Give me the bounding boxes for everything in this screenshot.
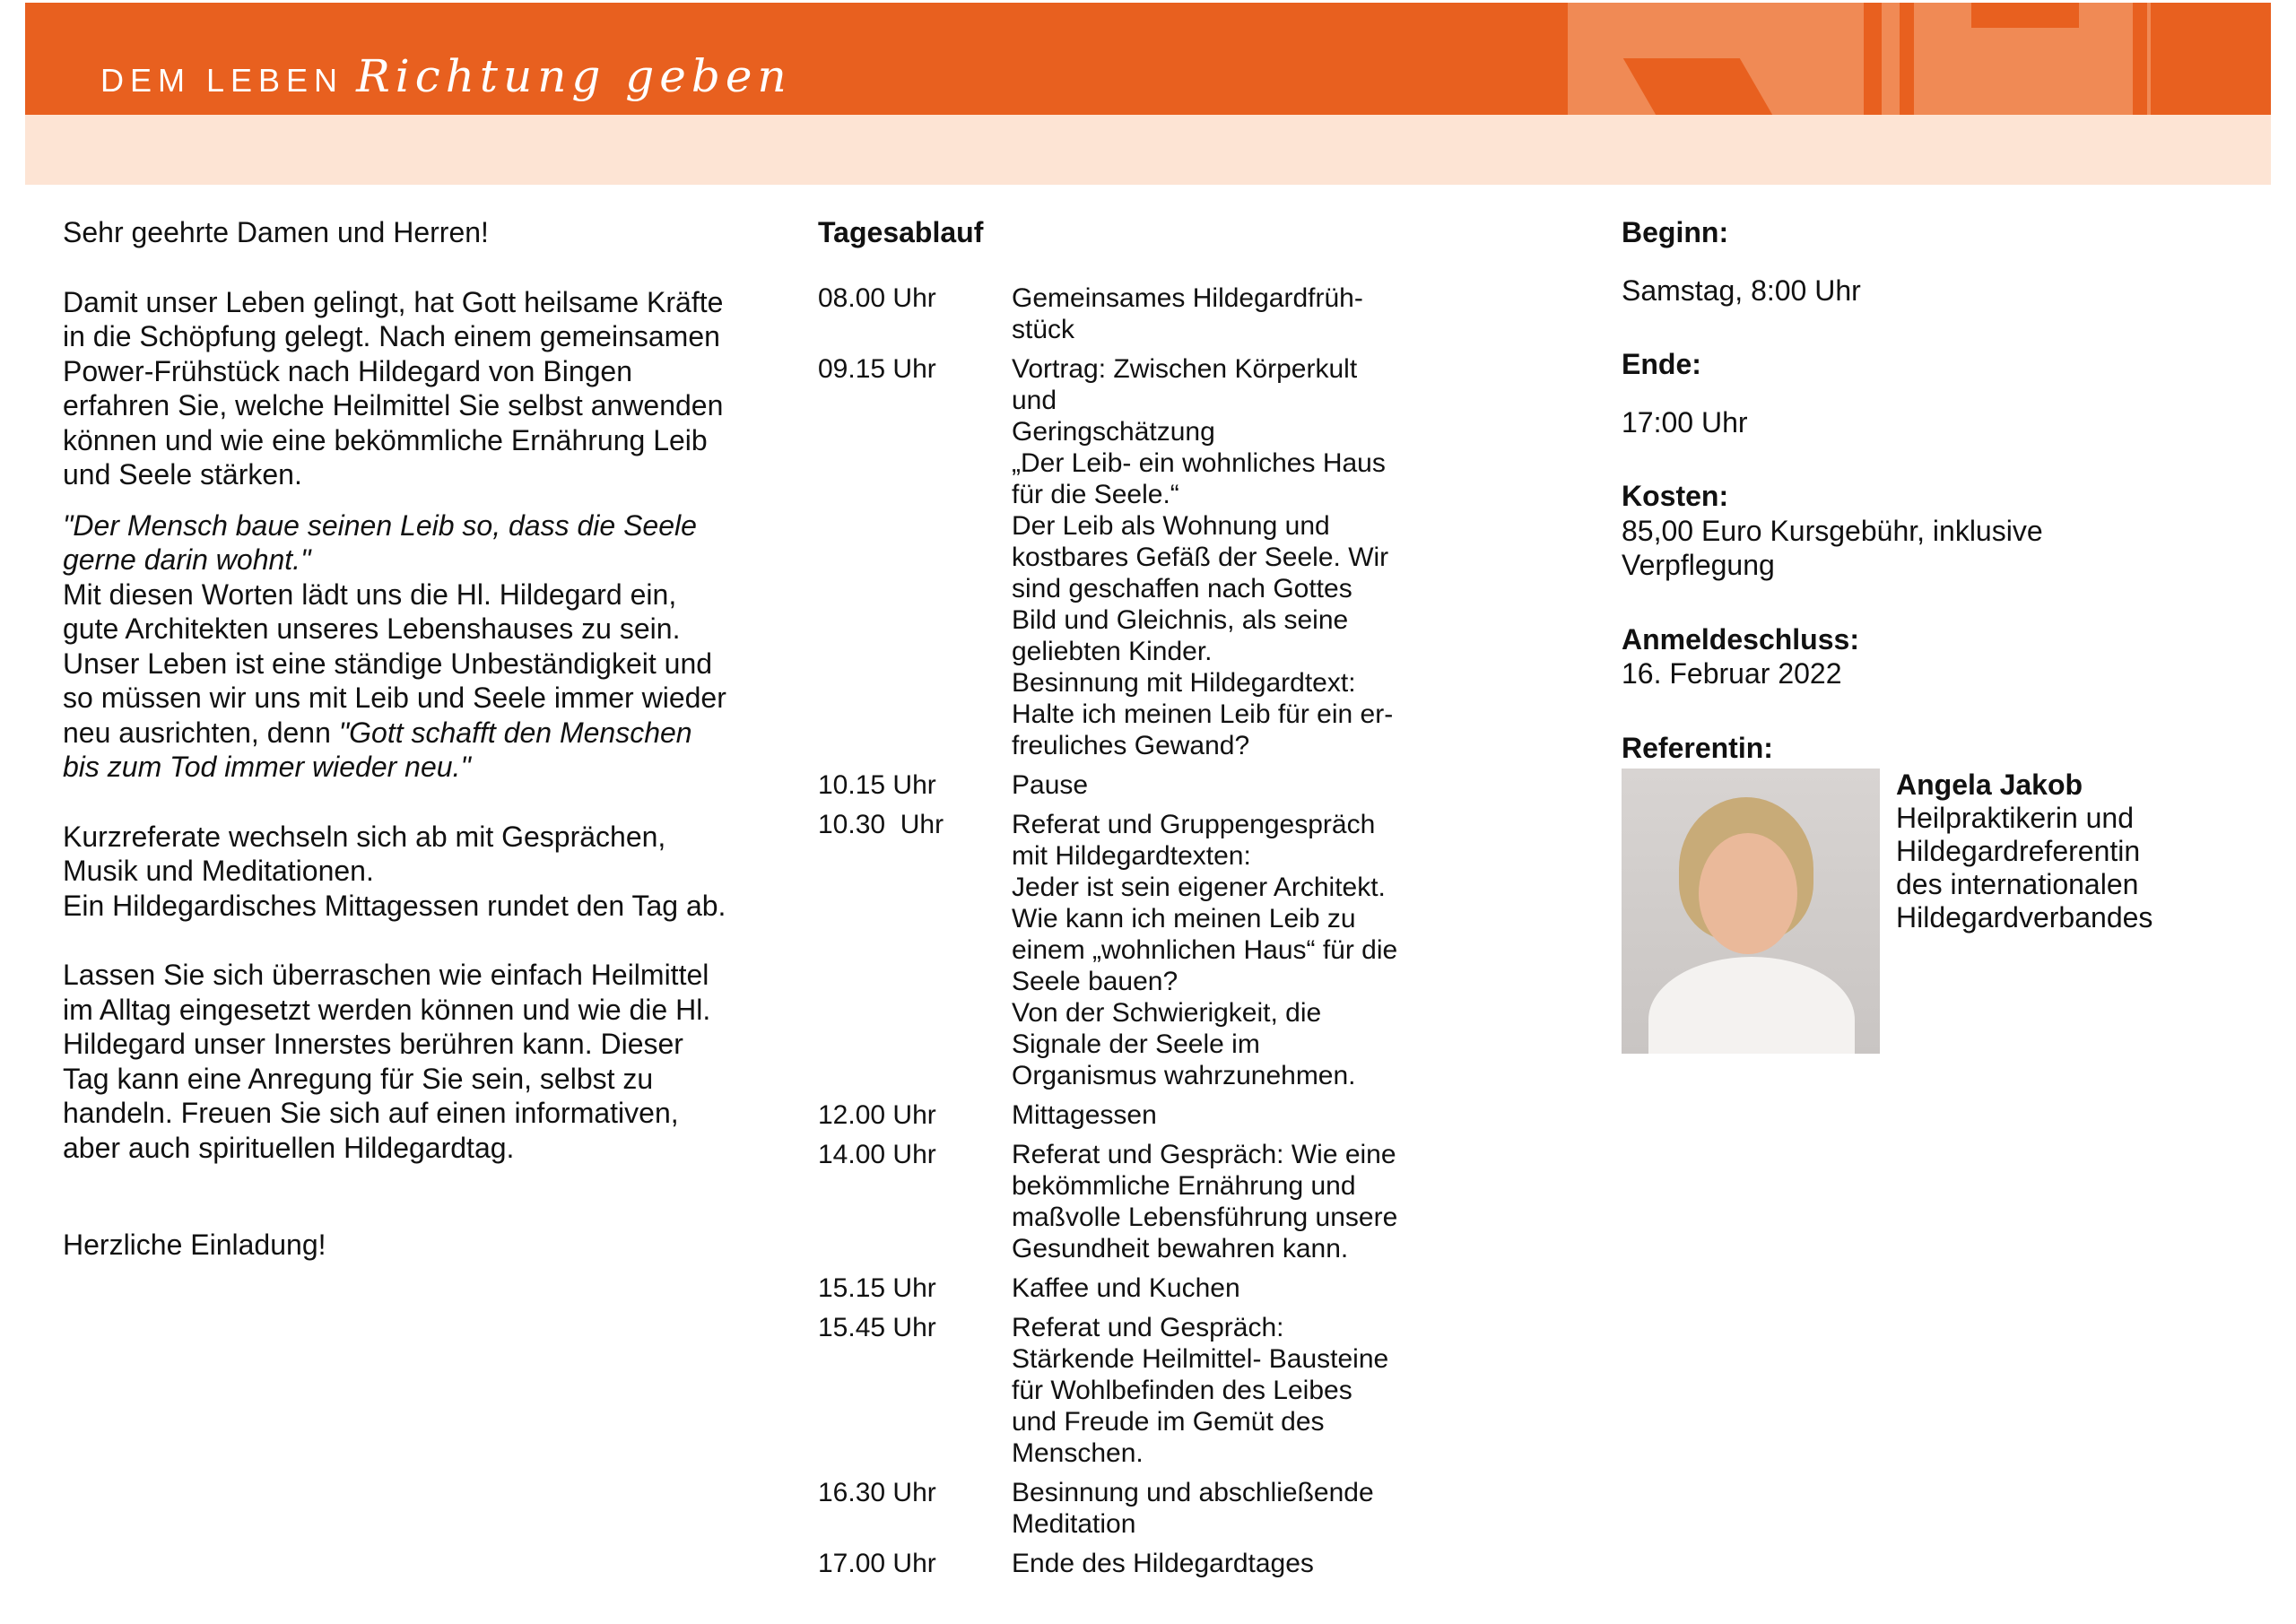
schedule-description-line: Vortrag: Zwischen Körperkult (1012, 353, 1358, 384)
schedule-description-line: Von der Schwierigkeit, die (1012, 997, 1322, 1028)
schedule-description-line: stück (1012, 314, 1075, 344)
schedule-description (1012, 1099, 1428, 1131)
schedule-title: Tagesablauf (818, 216, 984, 248)
schedule-description (1012, 282, 1428, 345)
referentin-label: Referentin: (1622, 731, 1773, 764)
kosten-label: Kosten: (1622, 480, 1729, 512)
schedule-description-line: Meditation (1012, 1508, 1136, 1539)
quote-hildegard: "Der Mensch baue seinen Leib so, dass die Seele gerne darin wohnt." (63, 508, 697, 576)
schedule-description-line: Referat und Gespräch: (1012, 1312, 1284, 1342)
schedule-description (1012, 1312, 1428, 1469)
schedule-description-line: maßvolle Lebensführung unsere (1012, 1202, 1398, 1232)
kosten-value: 85,00 Euro Kursgebühr, inklusive Verpflegung (1622, 514, 2043, 581)
info-column (1622, 215, 2267, 1054)
architects-paragraph (63, 578, 726, 785)
referentin-details (1896, 769, 2152, 1054)
schedule-row (818, 282, 1428, 345)
schedule-description-line: Kaffee und Kuchen (1012, 1272, 1240, 1303)
schedule-row (818, 1099, 1428, 1131)
anmeldeschluss-value: 16. Februar 2022 (1622, 657, 1842, 690)
header-decoration (1971, 3, 2079, 28)
schedule-description-line: freuliches Gewand? (1012, 730, 1250, 760)
schedule-time: 08.00 Uhr (818, 282, 936, 313)
schedule-description-line: Halte ich meinen Leib für ein er- (1012, 699, 1394, 729)
format-paragraph (63, 820, 726, 924)
schedule-description-line: mit Hildegardtexten: (1012, 840, 1251, 871)
schedule-time: 17.00 Uhr (818, 1548, 936, 1578)
schedule-description (1012, 1548, 1428, 1579)
schedule-description-line: Besinnung mit Hildegardtext: (1012, 667, 1356, 698)
referentin-desc-line: Heilpraktikerin und (1896, 802, 2135, 834)
schedule-description-line: und Freude im Gemüt des (1012, 1406, 1325, 1437)
schedule-description-line: Jeder ist sein eigener Architekt. (1012, 872, 1386, 902)
schedule-row (818, 1548, 1428, 1579)
schedule-description-line: sind geschaffen nach Gottes (1012, 573, 1352, 604)
referentin-photo (1622, 769, 1880, 1054)
slogan-part-1: DEM LEBEN (100, 62, 344, 99)
schedule-column (818, 215, 1428, 1587)
letter-column (63, 215, 726, 1291)
invitation-paragraph: Lassen Sie sich überraschen wie einfach Heilmittel im Alltag eingesetzt werden können und wie die Hl. Hildegard unser Innerstes berühren kann. Dieser Tag kann eine Anregung für Sie sein, selbst zu handeln. Freuen Sie sich auf einen informativen, aber auch spirituellen Hildegardtag. (63, 959, 711, 1164)
schedule-description-line: „Der Leib- ein wohnliches Haus (1012, 447, 1386, 478)
schedule-description (1012, 1139, 1428, 1264)
schedule-time: 16.30 Uhr (818, 1477, 936, 1507)
header-slogan (100, 50, 792, 102)
schedule-time: 09.15 Uhr (818, 353, 936, 384)
header-decoration (1900, 3, 1914, 115)
format-line-2: Ein Hildegardisches Mittagessen rundet den Tag ab. (63, 889, 726, 922)
schedule-description (1012, 809, 1428, 1091)
schedule-description-line: Menschen. (1012, 1437, 1144, 1468)
schedule-description (1012, 1477, 1428, 1540)
header-tint-band (25, 115, 2271, 185)
schedule-description-line: für die Seele.“ (1012, 479, 1179, 509)
schedule-description-line: Referat und Gespräch: Wie eine (1012, 1139, 1396, 1169)
schedule-row (818, 809, 1428, 1091)
schedule-row (818, 1272, 1428, 1304)
schedule-description-line: Stärkende Heilmittel- Bausteine (1012, 1343, 1389, 1374)
schedule-description-line: Gemeinsames Hildegardfrüh- (1012, 282, 1363, 313)
schedule-row (818, 769, 1428, 801)
schedule-time: 12.00 Uhr (818, 1099, 936, 1130)
schedule-description-line: Referat und Gruppengespräch (1012, 809, 1376, 839)
schedule-description-line: für Wohlbefinden des Leibes (1012, 1375, 1352, 1405)
referentin-desc-line: Hildegardreferentin (1896, 835, 2141, 867)
schedule-row (818, 1477, 1428, 1540)
ende-label: Ende: (1622, 348, 1701, 380)
schedule-description-line: geliebten Kinder. (1012, 636, 1213, 666)
schedule-description (1012, 353, 1428, 761)
schedule-description-line: Geringschätzung (1012, 416, 1215, 447)
schedule-description-line: Bild und Gleichnis, als seine (1012, 604, 1349, 635)
schedule-description-line: Wie kann ich meinen Leib zu (1012, 903, 1356, 934)
schedule-description-line: kostbares Gefäß der Seele. Wir (1012, 542, 1389, 572)
referentin-name: Angela Jakob (1896, 769, 2083, 801)
greeting: Sehr geehrte Damen und Herren! (63, 216, 489, 248)
schedule-description-line: Ende des Hildegardtages (1012, 1548, 1314, 1578)
ende-value: 17:00 Uhr (1622, 405, 1748, 439)
schedule-description-line: einem „wohnlichen Haus“ für die (1012, 934, 1398, 965)
schedule-description-line: bekömmliche Ernährung und (1012, 1170, 1356, 1201)
schedule-description-line: Gesundheit bewahren kann. (1012, 1233, 1349, 1264)
referentin-desc-line: Hildegardverbandes (1896, 901, 2153, 934)
schedule-row (818, 1312, 1428, 1469)
format-line-1: Kurzreferate wechseln sich ab mit Gesprächen, Musik und Meditationen. (63, 820, 666, 887)
architects-text: Mit diesen Worten lädt uns die Hl. Hildegard ein, gute Architekten unseres Lebenshauses zu sein. Unser Leben ist eine ständige Unbeständigkeit und so müssen wir uns mit Leib und Seele immer wieder neu ausrichten, denn (63, 578, 726, 749)
schedule-description-line: Besinnung und abschließende (1012, 1477, 1374, 1507)
quote-renewal: "Gott schafft den Menschen bis zum Tod immer wieder neu." (63, 716, 692, 783)
slogan-part-2: Richtung geben (356, 50, 792, 102)
schedule-description (1012, 769, 1428, 801)
schedule-time: 10.15 Uhr (818, 769, 936, 800)
schedule-description-line: Seele bauen? (1012, 966, 1178, 996)
anmeldeschluss-label: Anmeldeschluss: (1622, 622, 1859, 656)
schedule-description-line: Der Leib als Wohnung und (1012, 510, 1330, 541)
schedule-description-line: Pause (1012, 769, 1089, 800)
schedule-row (818, 353, 1428, 761)
schedule-description-line: Mittagessen (1012, 1099, 1157, 1130)
header-decoration (2133, 3, 2147, 115)
intro-paragraph: Damit unser Leben gelingt, hat Gott heilsame Kräfte in die Schöpfung gelegt. Nach einem gemeinsamen Power-Frühstück nach Hildegard von Bingen erfahren Sie, welche Heilmittel Sie selbst anwenden können und wie eine bekömmliche Ernährung Leib und Seele stärken. (63, 285, 724, 491)
beginn-label: Beginn: (1622, 216, 1729, 248)
schedule-time: 10.30 Uhr (818, 809, 944, 839)
beginn-value: Samstag, 8:00 Uhr (1622, 274, 1861, 307)
schedule-description-line: Signale der Seele im (1012, 1029, 1260, 1059)
schedule-description (1012, 1272, 1428, 1304)
schedule-description-line: Organismus wahrzunehmen. (1012, 1060, 1356, 1090)
schedule-time: 14.00 Uhr (818, 1139, 936, 1169)
schedule-time: 15.45 Uhr (818, 1312, 936, 1342)
referentin-card (1622, 769, 2267, 1054)
schedule-description-line: und (1012, 385, 1057, 415)
schedule-row (818, 1139, 1428, 1264)
schedule-list (818, 282, 1428, 1579)
referentin-desc-line: des internationalen (1896, 868, 2139, 900)
schedule-time: 15.15 Uhr (818, 1272, 936, 1303)
closing-line: Herzliche Einladung! (63, 1229, 326, 1261)
